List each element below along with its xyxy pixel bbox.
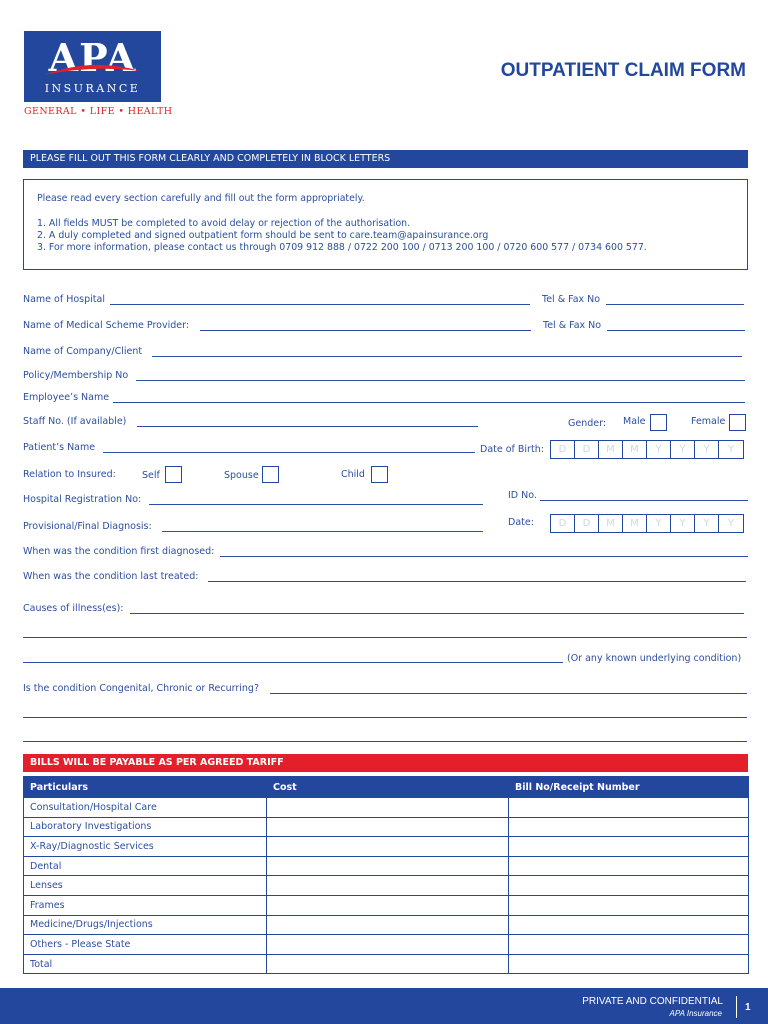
hosp-reg-label: Hospital Registration No:: [23, 494, 142, 505]
underlying-note: (Or any known underlying condition): [567, 653, 742, 664]
row-particular: Frames: [24, 895, 267, 915]
policy-label: Policy/Membership No: [23, 370, 129, 381]
row-cost-cell[interactable]: [267, 935, 509, 955]
hospital-label: Name of Hospital: [23, 294, 105, 305]
instruction-item-3: 3. For more information, please contact us through 0709 912 888 / 0722 200 100 / 0713 200 100 / 0720 600 577 / 0734 600 577.: [37, 242, 647, 253]
date-cell[interactable]: D: [575, 515, 599, 532]
gender-female-checkbox[interactable]: [729, 414, 746, 431]
table-row: [24, 876, 749, 896]
instructions-box: [23, 179, 748, 270]
tel-fax-label: Tel & Fax No: [542, 294, 601, 305]
bills-table: [23, 776, 749, 974]
date-cell[interactable]: M: [599, 515, 623, 532]
id-no-label: ID No.: [508, 490, 537, 501]
causes-field-2[interactable]: [23, 637, 747, 638]
row-cost-cell[interactable]: [267, 876, 509, 896]
scheme-provider-field[interactable]: [200, 330, 531, 331]
row-particular: Total: [24, 954, 267, 974]
date-cell[interactable]: Y: [727, 518, 735, 529]
congenital-field[interactable]: [270, 693, 747, 694]
table-row: [24, 915, 749, 935]
relation-child-checkbox[interactable]: [371, 466, 388, 483]
row-particular: Laboratory Investigations: [24, 817, 267, 837]
employee-field[interactable]: [113, 402, 745, 403]
tel-fax-label-2: Tel & Fax No: [543, 320, 602, 331]
instruction-item-1: 1. All fields MUST be completed to avoid delay or rejection of the authorisation.: [37, 218, 411, 229]
causes-field-3[interactable]: [23, 662, 563, 663]
row-particular: Lenses: [24, 876, 267, 896]
employee-label: Employee’s Name: [23, 392, 110, 403]
relation-spouse-checkbox[interactable]: [262, 466, 279, 483]
congenital-field-3[interactable]: [23, 741, 747, 742]
page-title: OUTPATIENT CLAIM FORM: [500, 60, 746, 81]
hospital-field[interactable]: [110, 304, 530, 305]
table-row: [24, 837, 749, 857]
patient-field[interactable]: [103, 452, 475, 453]
apa-logo: [24, 31, 161, 102]
date-cell[interactable]: M: [623, 515, 647, 532]
last-treated-field[interactable]: [208, 581, 746, 582]
row-bill-no-cell[interactable]: [509, 935, 749, 955]
date-cell[interactable]: Y: [695, 515, 719, 532]
congenital-label: Is the condition Congenital, Chronic or Recurring?: [23, 683, 259, 694]
row-bill-no-cell[interactable]: [509, 876, 749, 896]
row-particular: Consultation/Hospital Care: [24, 798, 267, 818]
footer-confidential: PRIVATE AND CONFIDENTIAL: [582, 996, 723, 1007]
row-cost-cell[interactable]: [267, 798, 509, 818]
company-label: Name of Company/Client: [23, 346, 143, 357]
causes-field[interactable]: [130, 613, 744, 614]
staff-no-label: Staff No. (If available): [23, 416, 127, 427]
date-cell[interactable]: Y: [695, 441, 719, 458]
date-cell[interactable]: Y: [647, 515, 671, 532]
tel-fax-field-2[interactable]: [607, 330, 745, 331]
diagnosis-label: Provisional/Final Diagnosis:: [23, 521, 152, 532]
policy-field[interactable]: [136, 380, 745, 381]
row-bill-no-cell[interactable]: [509, 856, 749, 876]
date-cell[interactable]: D: [551, 441, 575, 458]
logo-swoosh-icon: [42, 61, 142, 79]
relation-spouse-label: Spouse: [224, 470, 259, 481]
first-diagnosed-field[interactable]: [220, 556, 748, 557]
table-row: [24, 856, 749, 876]
row-bill-no-cell[interactable]: [509, 895, 749, 915]
footer-company: APA Insurance: [669, 1009, 722, 1018]
instruction-bar: PLEASE FILL OUT THIS FORM CLEARLY AND COMPLETELY IN BLOCK LETTERS: [23, 150, 748, 168]
causes-label: Causes of illness(es):: [23, 603, 124, 614]
date-cell[interactable]: D: [551, 515, 575, 532]
row-particular: Dental: [24, 856, 267, 876]
footer-divider: [736, 996, 737, 1018]
date-grid[interactable]: [550, 514, 744, 533]
date-cell[interactable]: Y: [727, 444, 735, 455]
logo-sub: INSURANCE: [44, 82, 141, 95]
header-cost: Cost: [267, 777, 509, 798]
date-cell[interactable]: Y: [647, 441, 671, 458]
dob-label: Date of Birth:: [480, 444, 544, 455]
table-row: [24, 954, 749, 974]
bills-header-row: [24, 777, 749, 798]
row-cost-cell[interactable]: [267, 954, 509, 974]
bills-bar: BILLS WILL BE PAYABLE AS PER AGREED TARIFF: [23, 754, 748, 772]
row-cost-cell[interactable]: [267, 856, 509, 876]
table-row: [24, 798, 749, 818]
staff-no-field[interactable]: [137, 426, 478, 427]
date-label: Date:: [508, 517, 534, 528]
patient-label: Patient’s Name: [23, 442, 96, 453]
relation-self-checkbox[interactable]: [165, 466, 182, 483]
gender-female-label: Female: [691, 416, 726, 427]
table-row: [24, 935, 749, 955]
row-bill-no-cell[interactable]: [509, 798, 749, 818]
row-particular: Medicine/Drugs/Injections: [24, 915, 267, 935]
last-treated-label: When was the condition last treated:: [23, 571, 199, 582]
gender-male-checkbox[interactable]: [650, 414, 667, 431]
logo-tagline: GENERAL • LIFE • HEALTH: [24, 106, 173, 117]
row-cost-cell[interactable]: [267, 895, 509, 915]
tel-fax-field[interactable]: [606, 304, 744, 305]
instructions-intro: Please read every section carefully and fill out the form appropriately.: [37, 193, 365, 204]
first-diagnosed-label: When was the condition first diagnosed:: [23, 546, 215, 557]
row-cost-cell[interactable]: [267, 817, 509, 837]
hosp-reg-field[interactable]: [149, 504, 483, 505]
date-cell[interactable]: Y: [671, 515, 695, 532]
diagnosis-field[interactable]: [162, 531, 483, 532]
relation-label: Relation to Insured:: [23, 469, 116, 480]
date-cell[interactable]: Y: [671, 441, 695, 458]
row-particular: X-Ray/Diagnostic Services: [24, 837, 267, 857]
gender-male-label: Male: [623, 416, 646, 427]
company-field[interactable]: [152, 356, 742, 357]
row-particular: Others - Please State: [24, 935, 267, 955]
row-bill-no-cell[interactable]: [509, 817, 749, 837]
row-cost-cell[interactable]: [267, 837, 509, 857]
table-row: [24, 895, 749, 915]
instruction-item-2: 2. A duly completed and signed outpatient form should be sent to care.team@apainsurance.org: [37, 230, 489, 241]
logo-brand: APA: [48, 35, 137, 80]
row-bill-no-cell[interactable]: [509, 954, 749, 974]
relation-self-label: Self: [142, 470, 160, 481]
row-bill-no-cell[interactable]: [509, 915, 749, 935]
congenital-field-2[interactable]: [23, 717, 747, 718]
scheme-provider-label: Name of Medical Scheme Provider:: [23, 320, 190, 331]
relation-child-label: Child: [341, 469, 365, 480]
date-cell[interactable]: M: [623, 441, 647, 458]
table-row: [24, 817, 749, 837]
date-cell[interactable]: D: [575, 441, 599, 458]
page-number: 1: [745, 1002, 751, 1013]
header-particulars: Particulars: [24, 777, 267, 798]
id-no-field[interactable]: [540, 500, 748, 501]
date-cell[interactable]: M: [599, 441, 623, 458]
row-cost-cell[interactable]: [267, 915, 509, 935]
header-bill-no: Bill No/Receipt Number: [509, 777, 749, 798]
gender-label: Gender:: [568, 418, 607, 429]
row-bill-no-cell[interactable]: [509, 837, 749, 857]
dob-grid[interactable]: [550, 440, 744, 459]
